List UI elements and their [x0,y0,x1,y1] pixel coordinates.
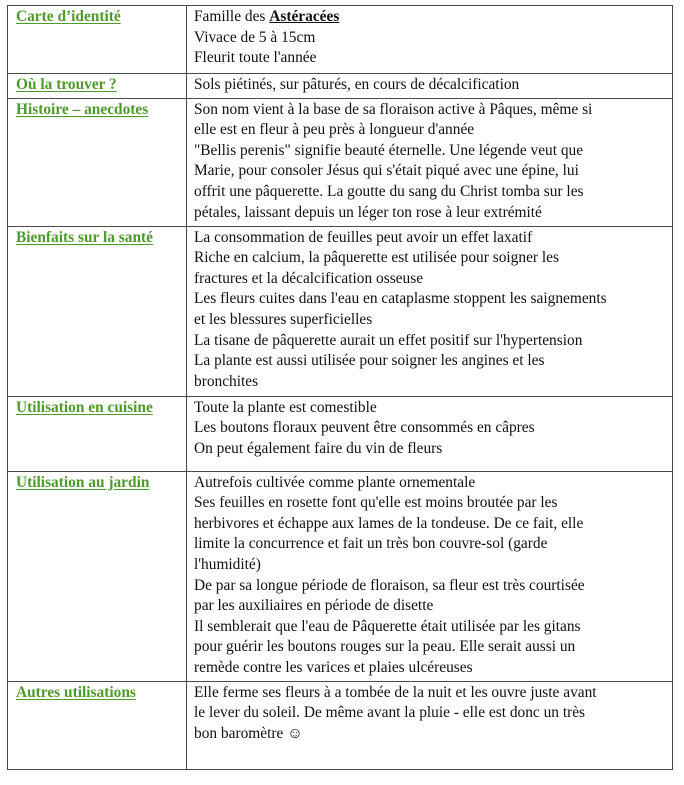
content-line: Marie, pour consoler Jésus qui s'était piqué avec une épine, lui [194,162,579,180]
content-line: limite la concurrence et fait un très bon couvre-sol (garde [194,535,548,553]
content-line: par les auxiliaires en période de disette [194,597,434,615]
table-body [8,6,673,770]
row-heading: Utilisation au jardin [16,473,150,491]
content-line: bronchites [194,372,259,390]
row-heading: Où la trouver ? [16,76,117,93]
content-line: pour guérir les boutons rouges sur la peau. Elle serait aussi un [194,638,576,656]
content-line: pétales, laissant depuis un léger ton rose à leur extrémité [194,203,542,221]
row-heading: Histoire – anecdotes [16,100,149,118]
content-line: Autrefois cultivée comme plante ornementale [194,473,476,491]
content-line: La plante est aussi utilisée pour soigner les angines et les [194,352,545,370]
content-line: "Bellis perenis" signifie beauté éternelle. Une légende veut que [194,141,584,159]
content-line: Sols piétinés, sur pâturés, en cours de décalcification [194,76,520,93]
row-heading: Utilisation en cuisine [16,398,153,416]
row-label-cell [8,74,187,99]
family-name: Astéracées [269,8,340,25]
content-line: La consommation de feuilles peut avoir un effet laxatif [194,228,533,246]
row-content-cell [187,98,673,226]
content-line: Fleurit toute l'année [194,49,317,67]
row-content-cell [187,74,673,99]
plant-info-table [7,5,673,770]
content-line: Vivace de 5 à 15cm [194,28,316,46]
content-line: Toute la plante est comestible [194,398,377,416]
content-line: Ses feuilles en rosette font qu'elle est moins broutée par les [194,494,558,512]
row-label-cell [8,98,187,226]
family-prefix: Famille des [194,8,270,25]
content-line: bon baromètre ☺ [194,724,303,742]
content-line: l'humidité) [194,555,261,573]
content-line: Son nom vient à la base de sa floraison active à Pâques, même si [194,100,593,118]
row-content-cell [187,226,673,396]
content-line: fractures et la décalcification osseuse [194,269,424,287]
table-row-where-to-find [8,74,673,99]
content-line: herbivores et échappe aux lames de la tondeuse. De ce fait, elle [194,514,584,532]
row-label-cell [8,6,187,74]
table-row-other-uses [8,681,673,769]
content-line: Elle ferme ses fleurs à a tombée de la nuit et les ouvre juste avant [194,683,597,701]
content-line: remède contre les varices et plaies ulcéreuses [194,658,473,676]
content-line: La tisane de pâquerette aurait un effet positif sur l'hypertension [194,331,583,349]
row-label-cell [8,396,187,471]
row-content-cell [187,681,673,769]
content-line: De par sa longue période de floraison, sa fleur est très courtisée [194,576,585,594]
row-content-cell [187,396,673,471]
content-line: On peut également faire du vin de fleurs [194,439,443,457]
row-label-cell [8,471,187,681]
content-line: Les fleurs cuites dans l'eau en cataplasme stoppent les saignements [194,290,607,308]
content-line: Riche en calcium, la pâquerette est utilisée pour soigner les [194,249,559,267]
row-label-cell [8,226,187,396]
row-content-cell [187,6,673,74]
row-content-cell [187,471,673,681]
content-line: et les blessures superficielles [194,310,373,328]
row-heading: Autres utilisations [16,683,136,701]
row-heading: Bienfaits sur la santé [16,228,153,246]
content-line: offrit une pâquerette. La goutte du sang du Christ tomba sur les [194,182,584,200]
table-row-history [8,98,673,226]
row-heading: Carte d’identité [16,8,121,25]
table-row-cooking [8,396,673,471]
content-line: elle est en fleur à peu près à longueur d'année [194,121,475,139]
content-line: le lever du soleil. De même avant la pluie - elle est donc un très [194,704,586,722]
row-label-cell [8,681,187,769]
table-row-health-benefits [8,226,673,396]
content-line: Il semblerait que l'eau de Pâquerette était utilisée par les gitans [194,617,581,635]
content-line [194,7,666,28]
content-line: Les boutons floraux peuvent être consommés en câpres [194,419,535,437]
info-sheet [7,5,673,770]
table-row-identity [8,6,673,74]
table-row-garden [8,471,673,681]
